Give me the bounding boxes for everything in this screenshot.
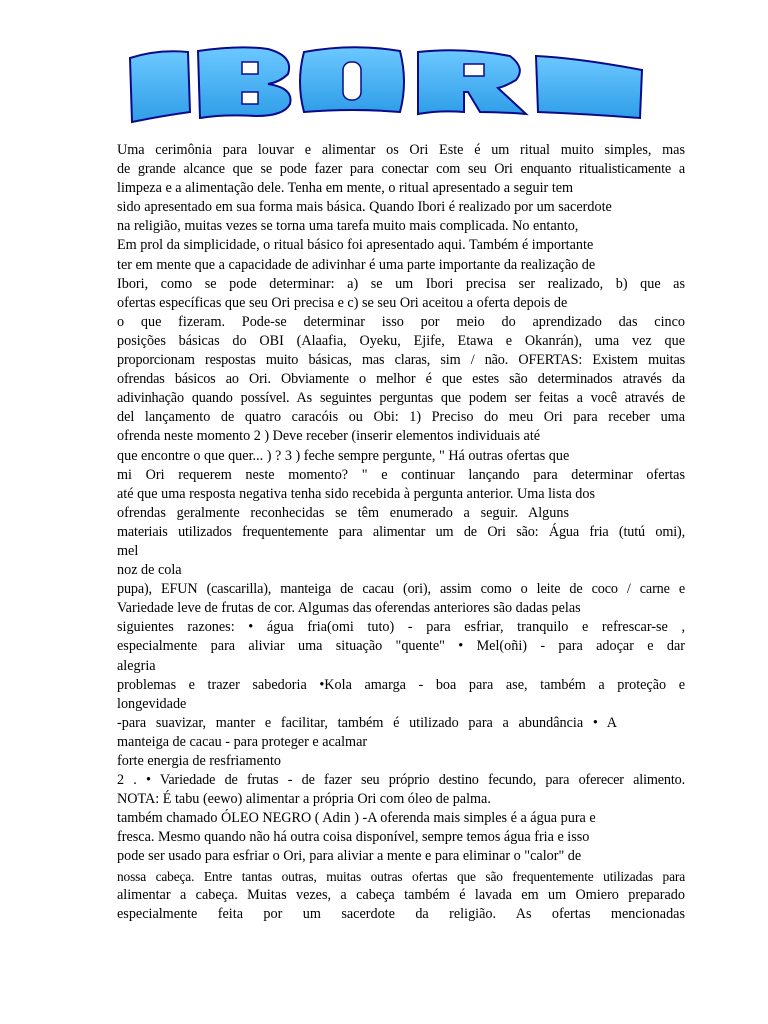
text-line: ofertas específicas que seu Ori precisa e c) se seu Ori aceitou a oferta depois de [117,294,568,311]
text-line: especialmente para aliviar uma situação "quente" • Mel(oñi) - para adoçar e dar [117,638,685,655]
text-line: materiais utilizados frequentemente para alimentar um de Ori são: Água fria (tutú omi), [117,523,685,540]
text-line: Em prol da simplicidade, o ritual básico foi apresentado aqui. Também é importante [117,237,594,254]
text-line: adivinhação quando possível. As seguintes perguntas que podem ser feitas a você através de [117,390,685,407]
text-line: -para suavizar, manter e facilitar, também é utilizado para a abundância • A [117,714,617,731]
text-line: alegria [117,657,156,674]
text-line: proporcionam respostas muito básicas, mas claras, sim / não. OFERTAS: Existem muitas [117,352,685,369]
title-letter-i2 [536,56,642,118]
text-line: siguientes razones: • água fria(omi tuto) - para esfriar, tranquilo e refrescar-se , [117,619,685,636]
text-line: mel [117,542,139,559]
text-line: pode ser usado para esfriar o Ori, para aliviar a mente e para eliminar o "calor" de [117,848,582,865]
document-body [117,141,685,924]
text-line: especialmente feita por um sacerdote da religião. As ofertas mencionadas [117,905,685,922]
text-line: longevidade [117,695,187,712]
text-line: posições básicas do OBI (Alaafia, Oyeku, Ejife, Etawa e Okanrán), uma vez que [117,332,685,349]
text-line: Variedade leve de frutas de cor. Algumas das oferendas anteriores são dadas pelas [117,600,581,617]
title-letter-i1 [130,51,190,122]
text-line: na religião, muitas vezes se torna uma tarefa muito mais complicada. No entanto, [117,218,579,235]
wordart-title [128,31,646,124]
text-line: del lançamento de quatro caracóis ou Obi: 1) Preciso do meu Ori para receber uma [117,409,685,426]
text-line: pupa), EFUN (cascarilla), manteiga de cacau (ori), assim como o leite de coco / carne e [117,581,685,598]
text-line: ofrendas básicos ao Ori. Obviamente o melhor é que estes são determinados através da [117,371,685,388]
text-line: mi Ori requerem neste momento? " e continuar lançando para determinar ofertas [117,466,685,483]
text-line: problemas e trazer sabedoria •Kola amarga - boa para ase, também a proteção e [117,676,685,693]
text-line: de grande alcance que se pode fazer para conectar com seu Ori enquanto ritualisticamente a [117,161,685,178]
text-line: 2 . • Variedade de frutas - de fazer seu próprio destino fecundo, para oferecer alimento. [117,772,685,789]
wordart-title-graphic [128,31,646,124]
text-line: noz de cola [117,562,182,579]
text-line: forte energia de resfriamento [117,753,281,769]
text-line: o que fizeram. Pode-se determinar isso por meio do aprendizado das cinco [117,313,685,330]
text-line: ofrenda neste momento 2 ) Deve receber (inserir elementos individuais até [117,428,541,445]
text-line: manteiga de cacau - para proteger e acalmar [117,733,368,750]
title-text: IBORI [128,31,172,48]
text-line: sido apresentado em sua forma mais básica. Quando Ibori é realizado por um sacerdote [117,199,612,216]
text-line: também chamado ÓLEO NEGRO ( Adin ) -A oferenda mais simples é a água pura e [117,810,596,827]
text-line: fresca. Mesmo quando não há outra coisa disponível, sempre temos água fria e isso [117,829,590,846]
title-letter-r [418,50,526,114]
text-line: Uma cerimônia para louvar e alimentar os Ori Este é um ritual muito simples, mas [117,142,685,158]
text-line: NOTA: É tabu (eewo) alimentar a própria Ori com óleo de palma. [117,791,491,808]
title-letter-b [198,47,291,118]
text-line: Ibori, como se pode determinar: a) se um Ibori precisa ser realizado, b) que as [117,275,685,292]
text-line: nossa cabeça. Entre tantas outras, muitas outras ofertas que são frequentemente utilizadas para [117,868,685,884]
text-line: que encontre o que quer... ) ? 3 ) feche sempre pergunte, " Há outras ofertas que [117,447,570,464]
text-line: até que uma resposta negativa tenha sido recebida à pergunta anterior. Uma lista dos [117,485,596,502]
text-line: ofrendas geralmente reconhecidas se têm enumerado a seguir. Alguns [117,504,569,521]
text-line: limpeza e a alimentação dele. Tenha em mente, o ritual apresentado a seguir tem [117,180,574,197]
text-line: alimentar a cabeça. Muitas vezes, a cabeça também é lavada em um Omiero preparado [117,886,685,903]
text-line: ter em mente que a capacidade de adivinhar é uma parte importante da realização de [117,256,596,273]
